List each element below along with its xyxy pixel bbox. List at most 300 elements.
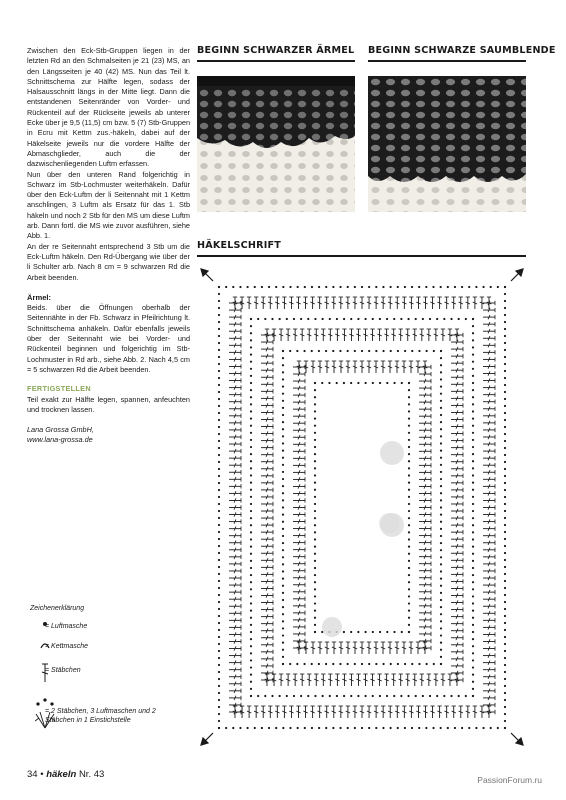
- chart-treble-stitch: [459, 297, 463, 309]
- chart-chain-stitch: [339, 727, 341, 729]
- chart-chain-stitch: [372, 695, 374, 697]
- chart-chain-stitch: [350, 318, 352, 320]
- chart-chain-stitch: [393, 382, 395, 384]
- chart-treble-stitch: [419, 498, 431, 502]
- chart-treble-stitch: [451, 368, 463, 372]
- chart-chain-stitch: [504, 580, 506, 582]
- chart-chain-stitch: [443, 318, 445, 320]
- chart-chain-stitch: [250, 389, 252, 391]
- chart-treble-stitch: [434, 674, 438, 686]
- chart-chain-stitch: [375, 286, 377, 288]
- chart-chain-stitch: [250, 588, 252, 590]
- chart-chain-stitch: [504, 587, 506, 589]
- chart-treble-stitch: [367, 706, 371, 718]
- chart-chain-stitch: [408, 531, 410, 533]
- chart-chain-stitch: [425, 727, 427, 729]
- chart-chain-stitch: [504, 678, 506, 680]
- chart-treble-stitch: [229, 583, 241, 587]
- chart-treble-stitch: [423, 706, 427, 718]
- chart-treble-stitch: [451, 431, 463, 435]
- chart-treble-stitch: [346, 297, 350, 309]
- chart-chain-stitch: [504, 286, 506, 288]
- chart-treble-stitch: [483, 315, 495, 319]
- chart-chain-stitch: [440, 535, 442, 537]
- chart-treble-stitch: [409, 706, 413, 718]
- chart-treble-stitch: [229, 675, 241, 679]
- chart-chain-stitch: [247, 727, 249, 729]
- chart-treble-stitch: [293, 533, 305, 537]
- chart-treble-stitch: [275, 706, 279, 718]
- chart-chain-stitch: [304, 286, 306, 288]
- chart-chain-stitch: [504, 650, 506, 652]
- chart-treble-stitch: [466, 706, 470, 718]
- chart-chain-stitch: [343, 318, 345, 320]
- chart-treble-stitch: [395, 361, 399, 373]
- chart-treble-stitch: [483, 519, 495, 523]
- chart-treble-stitch: [483, 611, 495, 615]
- chart-chain-stitch: [504, 433, 506, 435]
- chart-treble-stitch: [459, 706, 463, 718]
- chart-treble-stitch: [325, 642, 329, 654]
- chart-treble-stitch: [261, 382, 273, 386]
- chart-chain-stitch: [332, 663, 334, 665]
- chart-chain-stitch: [504, 468, 506, 470]
- chart-chain-stitch: [250, 482, 252, 484]
- chart-treble-stitch: [318, 361, 322, 373]
- chart-treble-stitch: [261, 643, 273, 647]
- chart-treble-stitch: [261, 452, 273, 456]
- chart-treble-stitch: [229, 315, 241, 319]
- chart-treble-stitch: [229, 343, 241, 347]
- chart-treble-stitch: [419, 386, 431, 390]
- chart-chain-stitch: [440, 634, 442, 636]
- chart-treble-stitch: [483, 534, 495, 538]
- chart-treble-stitch: [419, 407, 431, 411]
- chart-chain-stitch: [314, 403, 316, 405]
- chart-chain-stitch: [289, 350, 291, 352]
- chart-chain-stitch: [408, 503, 410, 505]
- chart-chain-stitch: [218, 335, 220, 337]
- chart-treble-stitch: [402, 706, 406, 718]
- chart-chain-stitch: [218, 629, 220, 631]
- chart-treble-stitch: [353, 642, 357, 654]
- chart-treble-stitch: [293, 449, 305, 453]
- chart-chain-stitch: [300, 695, 302, 697]
- chart-chain-stitch: [411, 350, 413, 352]
- chart-chain-stitch: [408, 467, 410, 469]
- chart-treble-stitch: [325, 361, 329, 373]
- chart-treble-stitch: [293, 498, 305, 502]
- chart-treble-stitch: [473, 297, 477, 309]
- article-text-column: [27, 46, 190, 446]
- chart-chain-stitch: [408, 574, 410, 576]
- chart-chain-stitch: [472, 595, 474, 597]
- chart-chain-stitch: [250, 375, 252, 377]
- legend-chain-label: = Luftmasche: [45, 623, 88, 630]
- chart-chain-stitch: [218, 342, 220, 344]
- chart-treble-stitch: [261, 502, 273, 506]
- chart-treble-stitch: [419, 442, 431, 446]
- chart-treble-stitch: [261, 664, 273, 668]
- chart-treble-stitch: [353, 361, 357, 373]
- chart-chain-stitch: [218, 300, 220, 302]
- chart-treble-stitch: [229, 632, 241, 636]
- chart-treble-stitch: [261, 558, 273, 562]
- chart-treble-stitch: [229, 562, 241, 566]
- chart-chain-stitch: [504, 692, 506, 694]
- chart-chain-stitch: [365, 631, 367, 633]
- chart-treble-stitch: [452, 297, 456, 309]
- chart-chain-stitch: [218, 531, 220, 533]
- chart-chain-stitch: [289, 286, 291, 288]
- chart-chain-stitch: [250, 631, 252, 633]
- chart-chain-stitch: [418, 663, 420, 665]
- chart-treble-stitch: [229, 555, 241, 559]
- chart-chain-stitch: [347, 663, 349, 665]
- chart-treble-stitch: [451, 467, 463, 471]
- chart-chain-stitch: [372, 631, 374, 633]
- chart-chain-stitch: [433, 350, 435, 352]
- chart-chain-stitch: [390, 286, 392, 288]
- chart-chain-stitch: [440, 627, 442, 629]
- chart-chain-stitch: [472, 546, 474, 548]
- chart-treble-stitch: [483, 484, 495, 488]
- chart-chain-stitch: [440, 393, 442, 395]
- sleeve-heading: Ärmel:: [27, 292, 52, 302]
- chart-chain-stitch: [250, 318, 252, 320]
- chart-treble-stitch: [399, 674, 403, 686]
- chart-chain-stitch: [282, 385, 284, 387]
- chart-treble-stitch: [332, 706, 336, 718]
- chart-chain-stitch: [314, 482, 316, 484]
- chart-treble-stitch: [451, 643, 463, 647]
- chart-treble-stitch: [483, 385, 495, 389]
- chart-treble-stitch: [483, 696, 495, 700]
- chart-treble-stitch: [451, 424, 463, 428]
- chart-chain-stitch: [408, 553, 410, 555]
- chart-chain-stitch: [218, 692, 220, 694]
- chart-treble-stitch: [293, 379, 305, 383]
- chart-treble-stitch: [483, 498, 495, 502]
- chart-treble-stitch: [229, 484, 241, 488]
- chart-chain-stitch: [250, 695, 252, 697]
- chart-chain-stitch: [504, 475, 506, 477]
- chart-treble-stitch: [293, 400, 305, 404]
- chart-treble-stitch: [451, 607, 463, 611]
- chart-treble-stitch: [229, 421, 241, 425]
- chart-chain-stitch: [322, 318, 324, 320]
- chart-chain-stitch: [314, 695, 316, 697]
- chart-chain-stitch: [472, 510, 474, 512]
- chart-treble-stitch: [229, 463, 241, 467]
- chart-treble-stitch: [261, 361, 273, 365]
- chart-chain-stitch: [472, 368, 474, 370]
- chart-treble-stitch: [444, 297, 448, 309]
- chart-chain-stitch: [332, 350, 334, 352]
- chart-treble-stitch: [293, 576, 305, 580]
- chart-treble-stitch: [229, 435, 241, 439]
- chart-treble-stitch: [279, 674, 283, 686]
- chart-treble-stitch: [261, 537, 273, 541]
- chart-chain-stitch: [314, 631, 316, 633]
- chart-chain-stitch: [282, 585, 284, 587]
- chart-chain-stitch: [275, 286, 277, 288]
- chart-treble-stitch: [229, 329, 241, 333]
- chart-chain-stitch: [311, 350, 313, 352]
- chart-chain-stitch: [504, 503, 506, 505]
- chart-treble-stitch: [406, 329, 410, 341]
- chart-chain-stitch: [490, 727, 492, 729]
- chart-chain-stitch: [282, 535, 284, 537]
- chart-chain-stitch: [472, 610, 474, 612]
- chart-treble-stitch: [430, 297, 434, 309]
- chart-chain-stitch: [472, 489, 474, 491]
- chart-treble-stitch: [451, 481, 463, 485]
- chart-chain-stitch: [314, 602, 316, 604]
- chart-treble-stitch: [332, 297, 336, 309]
- chart-chain-stitch: [261, 286, 263, 288]
- chart-chain-stitch: [282, 414, 284, 416]
- watermark: PassionForum.ru: [477, 775, 542, 785]
- chart-treble-stitch: [419, 456, 431, 460]
- chart-chain-stitch: [218, 608, 220, 610]
- chart-treble-stitch: [483, 470, 495, 474]
- chart-chain-stitch: [268, 286, 270, 288]
- chart-treble-stitch: [261, 467, 273, 471]
- chart-treble-stitch: [367, 642, 371, 654]
- chart-chain-stitch: [347, 727, 349, 729]
- chart-treble-stitch: [229, 590, 241, 594]
- chart-chain-stitch: [440, 556, 442, 558]
- chart-chain-stitch: [250, 546, 252, 548]
- chart-chain-stitch: [472, 417, 474, 419]
- chart-treble-stitch: [451, 650, 463, 654]
- chart-chain-stitch: [314, 538, 316, 540]
- chart-chain-stitch: [504, 321, 506, 323]
- footer-bullet: •: [40, 769, 44, 780]
- chart-chain-stitch: [218, 524, 220, 526]
- chart-chain-stitch: [250, 638, 252, 640]
- chart-treble-stitch: [483, 343, 495, 347]
- chart-chain-stitch: [257, 695, 259, 697]
- chart-chain-stitch: [303, 350, 305, 352]
- chart-chain-stitch: [239, 727, 241, 729]
- chart-chain-stitch: [250, 474, 252, 476]
- chart-treble-stitch: [229, 534, 241, 538]
- chart-chain-stitch: [408, 581, 410, 583]
- chart-treble-stitch: [434, 329, 438, 341]
- chart-chain-stitch: [440, 364, 442, 366]
- chart-treble-stitch: [441, 329, 445, 341]
- chart-chain-stitch: [408, 617, 410, 619]
- chart-chain-stitch: [250, 624, 252, 626]
- chart-chain-stitch: [386, 382, 388, 384]
- chart-treble-stitch: [293, 386, 305, 390]
- chart-chain-stitch: [440, 421, 442, 423]
- chart-treble-stitch: [419, 597, 431, 601]
- chart-treble-stitch: [261, 586, 273, 590]
- chart-chain-stitch: [422, 318, 424, 320]
- chart-treble-stitch: [293, 562, 305, 566]
- chart-treble-stitch: [483, 442, 495, 446]
- chart-chain-stitch: [250, 353, 252, 355]
- chart-chain-stitch: [408, 567, 410, 569]
- chart-chain-stitch: [218, 636, 220, 638]
- chart-chain-stitch: [218, 482, 220, 484]
- chart-chain-stitch: [504, 391, 506, 393]
- chart-chain-stitch: [250, 531, 252, 533]
- chart-chain-stitch: [286, 318, 288, 320]
- chart-chain-stitch: [472, 375, 474, 377]
- chart-chain-stitch: [468, 286, 470, 288]
- chart-treble-stitch: [293, 512, 305, 516]
- chart-chain-stitch: [250, 688, 252, 690]
- chart-treble-stitch: [483, 682, 495, 686]
- chart-treble-stitch: [451, 629, 463, 633]
- chart-treble-stitch: [229, 519, 241, 523]
- chart-treble-stitch: [483, 421, 495, 425]
- chart-treble-stitch: [419, 547, 431, 551]
- chart-chain-stitch: [282, 478, 284, 480]
- chart-chain-stitch: [282, 492, 284, 494]
- photo-title-right: BEGINN SCHWARZE SAUMBLENDE: [368, 45, 556, 56]
- chart-chain-stitch: [250, 538, 252, 540]
- chart-chain-stitch: [361, 350, 363, 352]
- legend-group-label: = 2 Stäbchen, 3 Luftmaschen und 2 Stäbchen in 1 Einstichstelle: [45, 708, 156, 724]
- chart-chain-stitch: [282, 506, 284, 508]
- chart-treble-stitch: [254, 706, 258, 718]
- chart-treble-stitch: [332, 642, 336, 654]
- chart-chain-stitch: [472, 361, 474, 363]
- chart-chain-stitch: [408, 453, 410, 455]
- chart-chain-stitch: [497, 286, 499, 288]
- chart-chain-stitch: [286, 695, 288, 697]
- chart-chain-stitch: [361, 286, 363, 288]
- chart-treble-stitch: [430, 706, 434, 718]
- chart-chain-stitch: [250, 332, 252, 334]
- chart-chain-stitch: [282, 435, 284, 437]
- chart-chain-stitch: [218, 356, 220, 358]
- chart-chain-stitch: [472, 382, 474, 384]
- chart-treble-stitch: [473, 706, 477, 718]
- chart-chain-stitch: [472, 339, 474, 341]
- chart-chain-stitch: [426, 663, 428, 665]
- chart-chain-stitch: [264, 318, 266, 320]
- crochet-chart-title: HÄKELSCHRIFT: [197, 240, 281, 251]
- chart-chain-stitch: [250, 417, 252, 419]
- chart-chain-stitch: [282, 663, 284, 665]
- chart-chain-stitch: [282, 563, 284, 565]
- chart-treble-stitch: [451, 502, 463, 506]
- chart-chain-stitch: [472, 631, 474, 633]
- chart-treble-stitch: [268, 297, 272, 309]
- chart-treble-stitch: [451, 495, 463, 499]
- chart-chain-stitch: [282, 549, 284, 551]
- chart-chain-stitch: [282, 350, 284, 352]
- chart-chain-stitch: [247, 286, 249, 288]
- chart-chain-stitch: [504, 510, 506, 512]
- chart-chain-stitch: [339, 286, 341, 288]
- chart-chain-stitch: [250, 346, 252, 348]
- chart-chain-stitch: [504, 664, 506, 666]
- chart-treble-stitch: [229, 364, 241, 368]
- chart-treble-stitch: [229, 350, 241, 354]
- chart-treble-stitch: [293, 569, 305, 573]
- chart-treble-stitch: [261, 530, 273, 534]
- chart-chain-stitch: [386, 631, 388, 633]
- chart-chain-stitch: [314, 531, 316, 533]
- chart-treble-stitch: [293, 484, 305, 488]
- chart-chain-stitch: [314, 439, 316, 441]
- chart-chain-stitch: [282, 464, 284, 466]
- chart-chain-stitch: [504, 447, 506, 449]
- chart-treble-stitch: [261, 431, 273, 435]
- chart-chain-stitch: [354, 727, 356, 729]
- chart-chain-stitch: [504, 300, 506, 302]
- chart-treble-stitch: [427, 674, 431, 686]
- chart-chain-stitch: [357, 318, 359, 320]
- chart-treble-stitch: [451, 664, 463, 668]
- chart-chain-stitch: [350, 695, 352, 697]
- chart-chain-stitch: [314, 382, 316, 384]
- chart-chain-stitch: [440, 606, 442, 608]
- chart-treble-stitch: [349, 674, 353, 686]
- chart-chain-stitch: [408, 595, 410, 597]
- chart-treble-stitch: [420, 329, 424, 341]
- chart-treble-stitch: [437, 706, 441, 718]
- chart-chain-stitch: [504, 489, 506, 491]
- chart-chain-stitch: [472, 396, 474, 398]
- chart-treble-stitch: [360, 361, 364, 373]
- chart-chain-stitch: [218, 314, 220, 316]
- chart-treble-stitch: [483, 667, 495, 671]
- chart-treble-stitch: [317, 297, 321, 309]
- chart-chain-stitch: [339, 663, 341, 665]
- chart-chain-stitch: [257, 318, 259, 320]
- chart-treble-stitch: [293, 611, 305, 615]
- chart-chain-stitch: [357, 631, 359, 633]
- chart-treble-stitch: [293, 491, 305, 495]
- chart-treble-stitch: [427, 329, 431, 341]
- chart-chain-stitch: [218, 601, 220, 603]
- chart-treble-stitch: [483, 597, 495, 601]
- legend-treble-label: = Stäbchen: [45, 667, 81, 674]
- chart-treble-stitch: [261, 389, 273, 393]
- chart-chain-stitch: [504, 524, 506, 526]
- chart-chain-stitch: [218, 293, 220, 295]
- chart-treble-stitch: [229, 491, 241, 495]
- chart-chain-stitch: [218, 419, 220, 421]
- chart-chain-stitch: [440, 286, 442, 288]
- chart-treble-stitch: [360, 706, 364, 718]
- chart-treble-stitch: [402, 297, 406, 309]
- chart-treble-stitch: [419, 505, 431, 509]
- chart-chain-stitch: [401, 631, 403, 633]
- chart-chain-stitch: [304, 727, 306, 729]
- chart-chain-stitch: [314, 588, 316, 590]
- chart-treble-stitch: [451, 488, 463, 492]
- chart-chain-stitch: [440, 642, 442, 644]
- chart-chain-stitch: [314, 489, 316, 491]
- chart-chain-stitch: [250, 666, 252, 668]
- chart-treble-stitch: [289, 297, 293, 309]
- chart-treble-stitch: [275, 297, 279, 309]
- chart-treble-stitch: [420, 674, 424, 686]
- chart-chain-stitch: [314, 417, 316, 419]
- chart-chain-stitch: [472, 496, 474, 498]
- chart-chain-stitch: [418, 727, 420, 729]
- chart-chain-stitch: [404, 663, 406, 665]
